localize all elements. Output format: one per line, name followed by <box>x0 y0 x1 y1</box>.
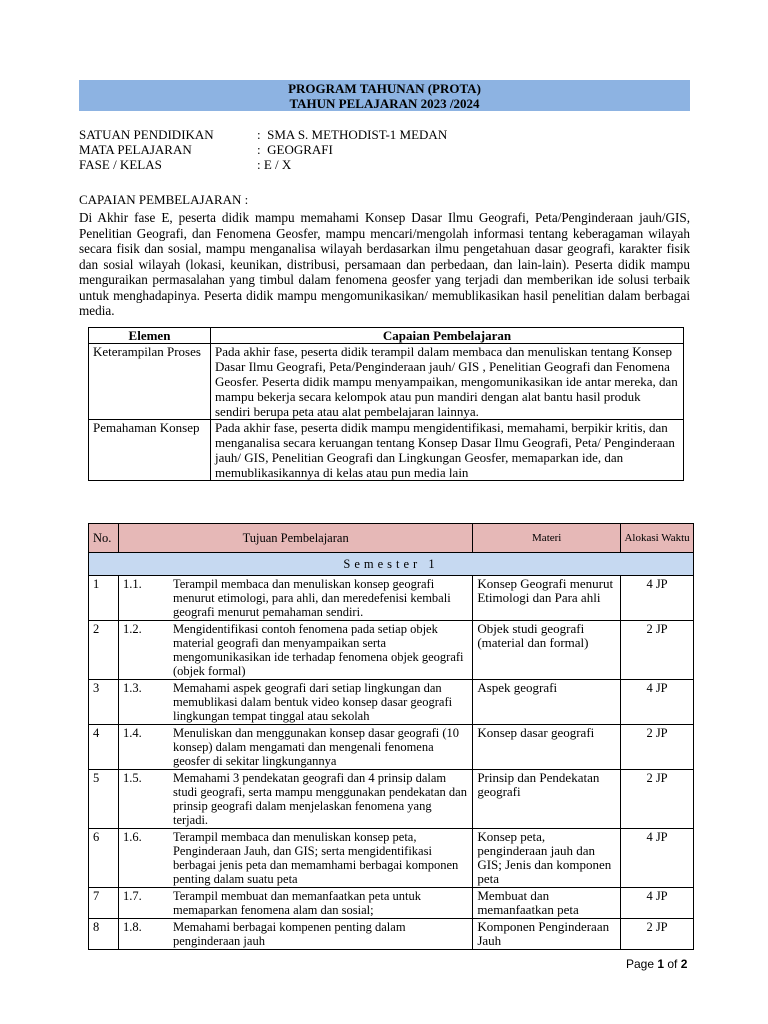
materi-cell: Konsep dasar geografi <box>473 725 621 770</box>
tujuan-cell <box>118 680 472 725</box>
title-line-2: TAHUN PELAJARAN 2023 /2024 <box>289 96 480 111</box>
tujuan-content <box>123 681 468 723</box>
tujuan-code: 1.5. <box>122 771 142 785</box>
semester-label: Semester 1 <box>89 553 694 576</box>
page-total: 2 <box>680 957 688 971</box>
tujuan-text: Terampil membuat dan memanfaatkan peta untuk memaparkan fenomena alam dan sosial; <box>172 889 421 917</box>
header-tujuan: Tujuan Pembelajaran <box>118 524 472 553</box>
tujuan-content <box>123 726 468 768</box>
tujuan-table <box>88 523 694 950</box>
table-row <box>89 576 694 621</box>
materi-cell: Aspek geografi <box>473 680 621 725</box>
tujuan-code: 1.4. <box>122 726 142 740</box>
row-number: 1 <box>89 576 119 621</box>
alokasi-cell: 2 JP <box>621 770 694 829</box>
capaian-cell: Pada akhir fase, peserta didik terampil dalam membaca dan menuliskan tentang Konsep Dasar Ilmu Geografi, Peta/Penginderaan jauh/ GIS , Penelitian Geografi dan Fenomena Geosfer. Peserta didik mampu menyampaikan, mengomunikasikan ide antar mereka, dan mampu bekerja secara kelompok atau pun mandiri dengan alat bantu hasil produk sendiri berupa peta atau alat pembelajaran lainnya. <box>211 344 684 420</box>
tujuan-cell <box>118 888 472 919</box>
tujuan-cell <box>118 576 472 621</box>
elemen-table-header <box>89 328 684 344</box>
meta-value: : SMA S. METHODIST-1 MEDAN <box>257 127 448 142</box>
row-number: 7 <box>89 888 119 919</box>
capaian-heading: CAPAIAN PEMBELAJARAN : <box>79 192 249 207</box>
capaian-cell: Pada akhir fase, peserta didik mampu mengidentifikasi, memahami, berpikir kritis, dan menganalisa secara keruangan tentang Konsep Dasar Ilmu Geografi, Peta/ Penginderaan jauh/ GIS, Penelitian Geografi dan Lingkungan Geosfer, memaparkan ide, dan memublikasikannya di kelas atau pun media lain <box>211 420 684 481</box>
tujuan-code: 1.2. <box>122 622 142 636</box>
meta-row <box>79 142 447 157</box>
header-materi: Materi <box>473 524 621 553</box>
elemen-row <box>89 344 684 420</box>
tujuan-code: 1.1. <box>122 577 142 591</box>
header-no: No. <box>89 524 119 553</box>
table-row <box>89 919 694 950</box>
table-row <box>89 888 694 919</box>
row-number: 4 <box>89 725 119 770</box>
title-box <box>79 80 690 111</box>
tujuan-text: Memahami 3 pendekatan geografi dan 4 prinsip dalam studi geografi, serta mampu menggunakan pendekatan dan prinsip geografi dalam menjelaskan fenomena yang terjadi. <box>172 771 467 827</box>
meta-label: FASE / KELAS <box>79 157 162 172</box>
materi-cell: Konsep peta, penginderaan jauh dan GIS; Jenis dan komponen peta <box>473 829 621 888</box>
meta-value: : GEOGRAFI <box>257 142 333 157</box>
table-row <box>89 725 694 770</box>
alokasi-cell: 4 JP <box>621 829 694 888</box>
meta-label: MATA PELAJARAN <box>79 142 192 157</box>
page-prefix: Page <box>626 957 658 971</box>
alokasi-cell: 4 JP <box>621 576 694 621</box>
semester-row <box>89 553 694 576</box>
table-row <box>89 829 694 888</box>
title-line-1: PROGRAM TAHUNAN (PROTA) <box>288 81 481 96</box>
materi-cell: Prinsip dan Pendekatan geografi <box>473 770 621 829</box>
page-current: 1 <box>657 957 665 971</box>
materi-cell: Objek studi geografi (material dan formal) <box>473 621 621 680</box>
row-number: 6 <box>89 829 119 888</box>
page-number <box>626 957 687 971</box>
materi-cell: Konsep Geografi menurut Etimologi dan Para ahli <box>473 576 621 621</box>
row-number: 5 <box>89 770 119 829</box>
page-of: of <box>664 957 681 971</box>
identity-block <box>79 127 447 172</box>
tujuan-cell <box>118 621 472 680</box>
row-number: 2 <box>89 621 119 680</box>
table-row <box>89 770 694 829</box>
elemen-table <box>88 327 684 481</box>
alokasi-cell: 2 JP <box>621 919 694 950</box>
tujuan-content <box>123 577 468 619</box>
table-row <box>89 680 694 725</box>
alokasi-cell: 4 JP <box>621 888 694 919</box>
tujuan-content <box>123 622 468 678</box>
meta-label: SATUAN PENDIDIKAN <box>79 127 214 142</box>
table-row <box>89 621 694 680</box>
materi-cell: Komponen Penginderaan Jauh <box>473 919 621 950</box>
tujuan-text: Terampil membaca dan menuliskan konsep peta, Penginderaan Jauh, dan GIS; serta mengidentifikasi berbagai jenis peta dan memamhami berbagai komponen penting dalam suatu peta <box>172 830 459 886</box>
tujuan-cell <box>118 829 472 888</box>
tujuan-code: 1.6. <box>122 830 142 844</box>
alokasi-cell: 4 JP <box>621 680 694 725</box>
tujuan-text: Mengidentifikasi contoh fenomena pada setiap objek material geografi dan menyampaikan serta mengomunikasikan ide terhadap fenomena objek geografi (objek formal) <box>172 622 464 678</box>
tujuan-code: 1.8. <box>122 920 142 934</box>
tujuan-cell <box>118 919 472 950</box>
tujuan-text: Memahami aspek geografi dari setiap lingkungan dan memublikasi dalam bentuk video konsep dasar geografi lingkungan tempat tinggal atau sekolah <box>172 681 453 723</box>
tujuan-cell <box>118 770 472 829</box>
meta-value: : E / X <box>257 157 292 172</box>
alokasi-cell: 2 JP <box>621 725 694 770</box>
tujuan-content <box>123 771 468 827</box>
header-elemen: Elemen <box>89 328 211 344</box>
tujuan-text: Menuliskan dan menggunakan konsep dasar geografi (10 konsep) dalam mengamati dan mengenali fenomena geosfer di sekitar lingkungannya <box>172 726 460 768</box>
header-alokasi: Alokasi Waktu <box>621 524 694 553</box>
elemen-cell: Keterampilan Proses <box>89 344 211 420</box>
tujuan-content <box>123 830 468 886</box>
meta-row <box>79 127 447 142</box>
alokasi-cell: 2 JP <box>621 621 694 680</box>
row-number: 3 <box>89 680 119 725</box>
tujuan-table-header <box>89 524 694 553</box>
meta-row <box>79 157 447 172</box>
row-number: 8 <box>89 919 119 950</box>
materi-cell: Membuat dan memanfaatkan peta <box>473 888 621 919</box>
header-capaian: Capaian Pembelajaran <box>211 328 684 344</box>
tujuan-content <box>123 920 468 948</box>
elemen-row <box>89 420 684 481</box>
tujuan-text: Terampil membaca dan menuliskan konsep geografi menurut etimologi, para ahli, dan meredefenisi kembali geografi menurut pemahaman sendiri. <box>172 577 451 619</box>
elemen-cell: Pemahaman Konsep <box>89 420 211 481</box>
tujuan-content <box>123 889 468 917</box>
tujuan-code: 1.3. <box>122 681 142 695</box>
tujuan-code: 1.7. <box>122 889 142 903</box>
tujuan-text: Memahami berbagai kompenen penting dalam penginderaan jauh <box>172 920 406 948</box>
tujuan-cell <box>118 725 472 770</box>
capaian-paragraph: Di Akhir fase E, peserta didik mampu memahami Konsep Dasar Ilmu Geografi, Peta/Penginderaan jauh/GIS, Penelitian Geografi, dan Fenomena Geosfer, mampu mencari/mengolah informasi tentang keberagaman wilayah secara fisik dan sosial, mampu menganalisa wilayah berdasarkan ilmu pengetahuan dasar geografi, karakter fisik dan sosial wilayah (lokasi, keunikan, distribusi, persamaan dan perbedaan, dan lain-lain). Peserta didik mampu menguraikan permasalahan yang timbul dalam fenomena geosfer yang terjadi dan memberikan ide solusi terbaik untuk menghadapinya. Peserta didik mampu mengomunikasikan/ memublikasikan hasil penelitian dalam berbagai media. <box>79 210 690 318</box>
tujuan-rows <box>89 576 694 950</box>
